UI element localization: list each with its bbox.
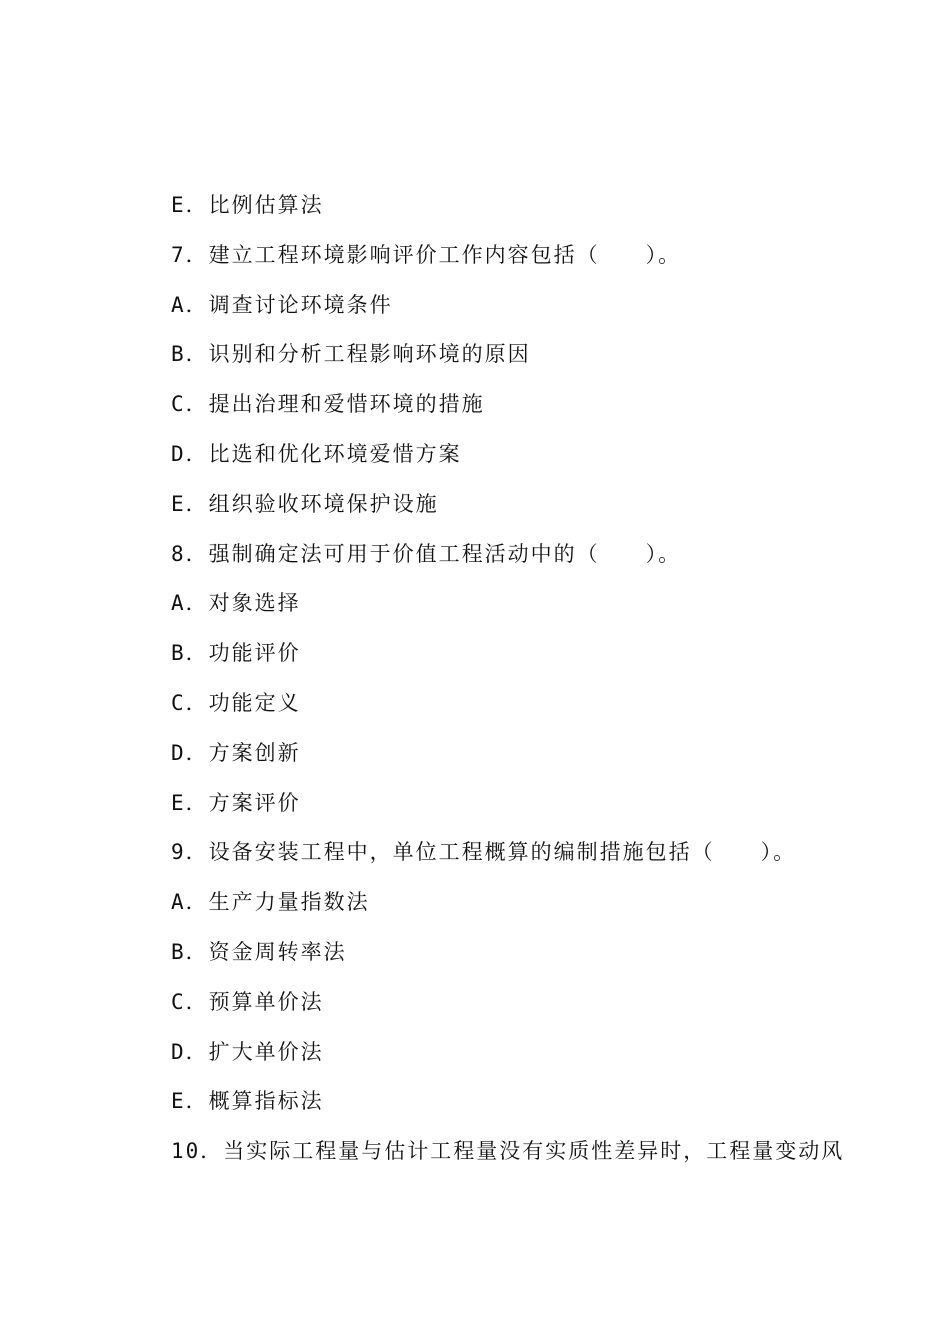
option-line: B．功能评价	[171, 641, 301, 666]
option-line: C．预算单价法	[171, 989, 324, 1014]
option-line: E．组织验收环境保护设施	[171, 491, 439, 516]
option-line: C．功能定义	[171, 690, 301, 715]
question-line: 9．设备安装工程中，单位工程概算的编制措施包括（ ）。	[171, 840, 797, 865]
option-line: D．方案创新	[171, 740, 301, 765]
option-line: B．资金周转率法	[171, 939, 347, 964]
option-line: E．概算指标法	[171, 1089, 324, 1114]
option-line: C．提出治理和爱惜环境的措施	[171, 392, 485, 417]
option-line: A．调查讨论环境条件	[171, 292, 393, 317]
question-list	[171, 190, 871, 1186]
option-line: A．生产力量指数法	[171, 890, 370, 915]
option-line: E．比例估算法	[171, 193, 324, 217]
question-line: 8．强制确定法可用于价值工程活动中的（ ）。	[171, 541, 682, 566]
option-line: B．识别和分析工程影响环境的原因	[171, 342, 531, 367]
option-line: A．对象选择	[171, 591, 301, 616]
question-line: 7．建立工程环境影响评价工作内容包括（ ）。	[171, 242, 682, 267]
option-line: E．方案评价	[171, 790, 301, 815]
option-line: D．扩大单价法	[171, 1039, 324, 1064]
question-line: 10．当实际工程量与估计工程量没有实质性差异时，工程量变动风	[171, 1139, 845, 1164]
option-line: D．比选和优化环境爱惜方案	[171, 441, 462, 466]
